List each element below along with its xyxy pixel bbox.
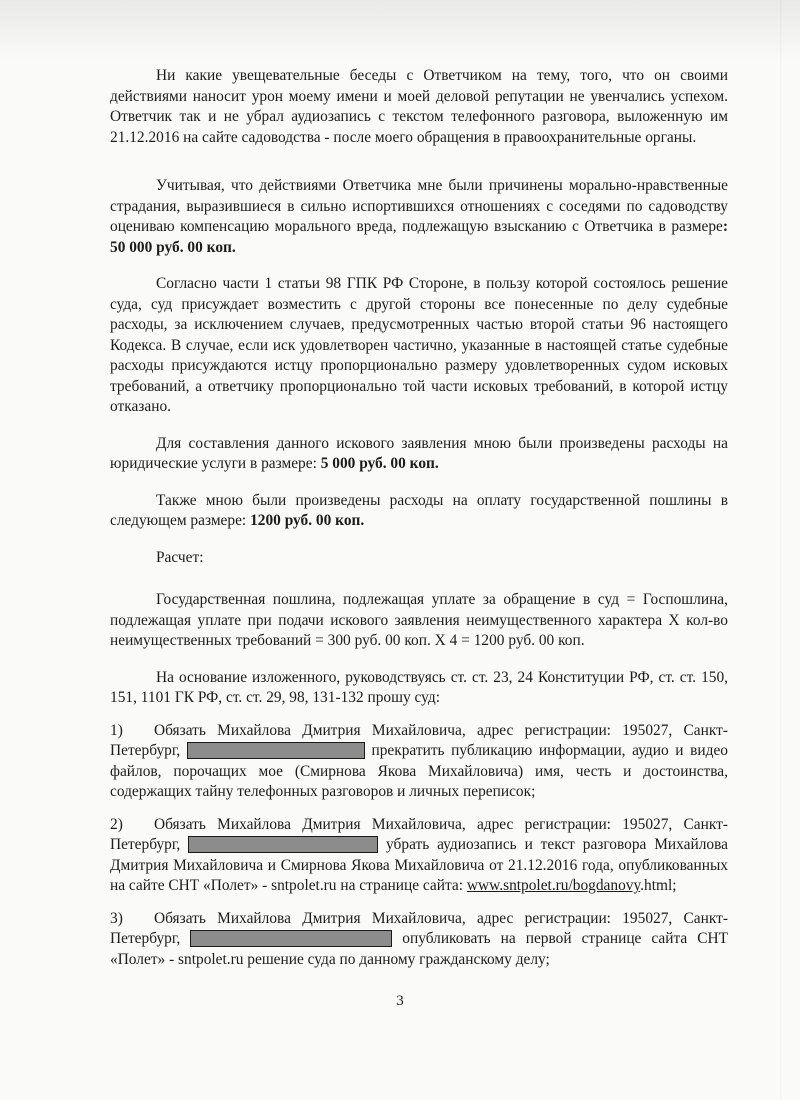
list-item-2	[110, 815, 728, 897]
paragraph-state-fee	[110, 491, 728, 532]
paragraph-calculation-heading: Расчет:	[156, 548, 204, 566]
paragraph-court-costs: Согласно части 1 статьи 98 ГПК РФ Стороне, в пользу которой состоялось решение суда, суд присуждает возместить с другой стороны все понесенные по делу судебные расходы, за исключением случаев, предусмотренных частью второй статьи 96 настоящего Кодекса. В случае, если иск удовлетворен частично, указанные в настоящей статье судебные расходы присуждаются истцу пропорционально размеру удовлетворенных судом исковых требований, а ответчику пропорционально той части исковых требований, в которой истцу отказано.	[110, 275, 728, 415]
redacted-address-block	[187, 742, 365, 759]
list-item-text-after: прекратить публикацию информации, аудио и видео файлов, порочащих мое (Смирнова Якова Михайловича) имя, честь и достоинства, содержащих тайну телефонных разговоров и личных переписок;	[110, 742, 728, 800]
list-item-text-before: Обязать Михайлова Дмитрия Михайловича, адрес регистрации: 195027, Санкт-Петербург,	[110, 721, 728, 759]
paragraph-request: На основание изложенного, руководствуясь ст. ст. 23, 24 Конституции РФ, ст. ст. 150, 151, 1101 ГК РФ, ст. ст. 29, 98, 131-132 прошу суд:	[110, 668, 728, 706]
site-page-link-tail: .html;	[640, 877, 677, 894]
redacted-address-block	[190, 930, 392, 947]
paragraph-legal-services-text: Для составления данного искового заявления мною были произведены расходы на юридические услуги в размере:	[110, 434, 728, 472]
paragraph-moral-damage-text: Учитывая, что действиями Ответчика мне были причинены морально-нравственные страдания, выразившиеся в сильно испортившихся отношениях с соседями по садоводству оцениваю компенсацию морального вреда, подлежащую взысканию с Ответчика в размере	[110, 177, 728, 235]
scan-shadow	[0, 0, 800, 60]
moral-damage-amount: : 50 000 руб. 00 коп.	[110, 218, 728, 256]
paragraph-moral-damage	[110, 176, 728, 258]
state-fee-amount: 1200 руб. 00 коп.	[250, 512, 365, 529]
scan-fold-line	[780, 0, 782, 1100]
list-item-1	[110, 721, 728, 803]
paragraph-state-fee-text: Также мною были произведены расходы на оплату государственной пошлины в следующем размере:	[110, 491, 728, 529]
redacted-address-block	[188, 836, 378, 853]
list-item-text-after: убрать аудиозапись и текст разговора Михайлова Дмитрия Михайловича и Смирнова Якова Михайловича от 21.12.2016 года, опубликованных на сайте СНТ «Полет» - sntpolet.ru на странице сайта:	[110, 836, 729, 894]
document-body	[110, 66, 728, 970]
paragraph-legal-services	[110, 434, 728, 475]
list-item-text-before: Обязать Михайлова Дмитрия Михайловича, адрес регистрации: 195027, Санкт-Петербург,	[110, 909, 728, 947]
list-item-text-before: Обязать Михайлова Дмитрия Михайловича, адрес регистрации: 195027, Санкт-Петербург,	[110, 815, 728, 853]
site-page-link[interactable]: www.sntpolet.ru/bogdanovy	[466, 877, 641, 894]
list-item-number: 3)	[110, 909, 123, 927]
list-item-number: 1)	[110, 721, 123, 739]
paragraph-calculation: Государственная пошлина, подлежащая уплате за обращение в суд = Госпошлина, подлежащая уплате при подачи искового заявления неимущественного характера Х кол-во неимущественных требований = 300 руб. 00 коп. Х 4 = 1200 руб. 00 коп.	[110, 591, 728, 649]
legal-services-amount: 5 000 руб. 00 коп.	[320, 455, 439, 472]
list-item-number: 2)	[110, 815, 123, 833]
list-item-text-after: опубликовать на первой странице сайта СНТ «Полет» - sntpolet.ru решение суда по данному гражданскому делу;	[110, 930, 728, 968]
list-item-3	[110, 909, 728, 971]
paragraph-conversations: Ни какие увещевательные беседы с Ответчиком на тему, того, что он своими действиями наносит урон моему имени и моей деловой репутации не увенчались успехом. Ответчик так и не убрал аудиозапись с текстом телефонного разговора, выложенную им 21.12.2016 на сайте садоводства - после моего обращения в правоохранительные органы.	[110, 67, 728, 146]
page-number: 3	[396, 993, 404, 1009]
